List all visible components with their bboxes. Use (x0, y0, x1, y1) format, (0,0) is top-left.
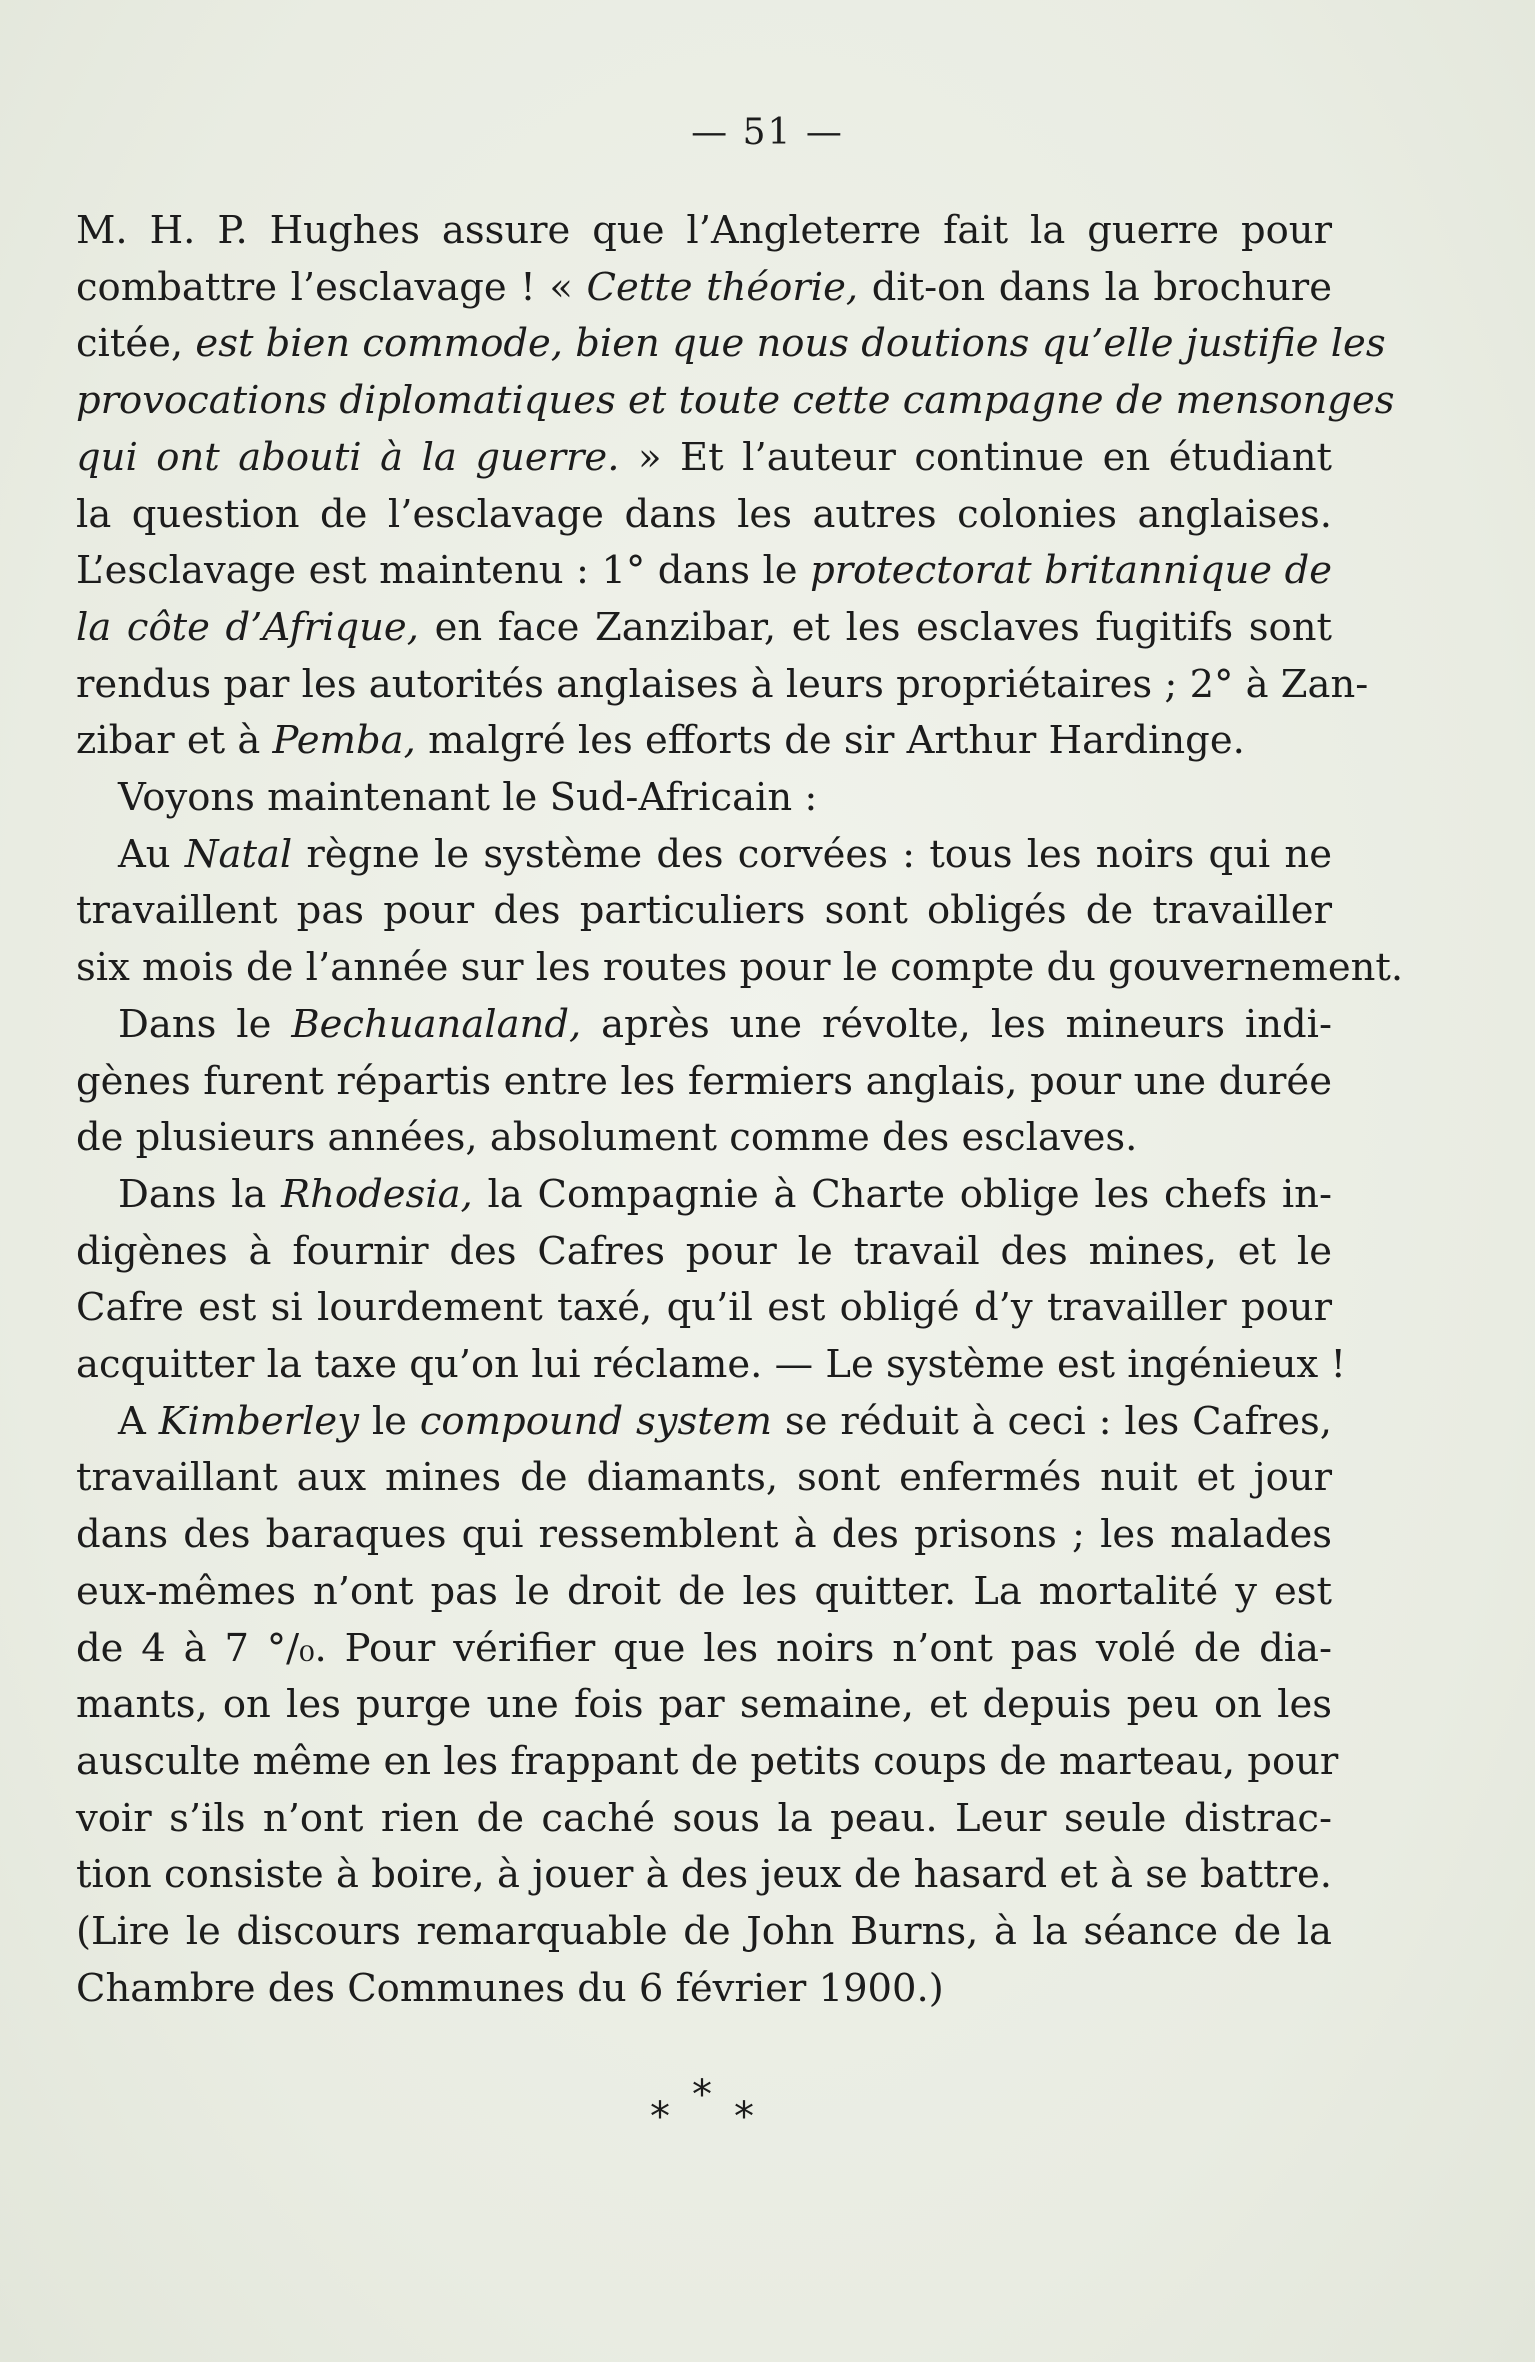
text-line (76, 770, 1332, 827)
text-line (76, 1054, 1332, 1111)
italic-text: Pemba, (272, 718, 416, 764)
text-run: digènes à fournir des Cafres pour le travail des mines, et le (76, 1228, 1332, 1274)
text-line (76, 1167, 1332, 1224)
text-line (76, 600, 1332, 657)
text-run: six mois de l’année sur les routes pour le compte du gouvernement. (76, 945, 1404, 991)
text-line (76, 487, 1332, 544)
italic-text: Natal (184, 831, 293, 877)
text-line (76, 316, 1386, 373)
italic-text: Cette théorie, (586, 264, 859, 310)
text-run: voir s’ils n’ont rien de caché sous la peau. Leur seule distrac- (76, 1795, 1332, 1841)
text-run: mants, on les purge une fois par semaine, et depuis peu on les (76, 1682, 1332, 1728)
text-line (76, 940, 1404, 997)
page-number: — 51 — (691, 112, 844, 153)
text-line (76, 657, 1369, 714)
asterism-star-top: * (692, 2072, 712, 2118)
text-run: citée, (76, 321, 196, 367)
text-run: ausculte même en les frappant de petits coups de marteau, pour (76, 1738, 1339, 1784)
text-run: » Et l’auteur continue en étudiant (619, 434, 1332, 480)
text-run: Chambre des Communes du 6 février 1900.) (76, 1965, 944, 2011)
text-line (76, 1337, 1346, 1394)
text-line (76, 883, 1332, 940)
text-run: Cafre est si lourdement taxé, qu’il est obligé d’y travailler pour (76, 1285, 1332, 1331)
text-run: Voyons maintenant le Sud-Africain : (118, 775, 818, 821)
text-run: se réduit à ceci : les Cafres, (772, 1398, 1332, 1444)
text-line (76, 1847, 1332, 1904)
text-run: malgré les efforts de sir Arthur Hardinge. (415, 718, 1245, 764)
text-run: tion consiste à boire, à jouer à des jeux de hasard et à se battre. (76, 1852, 1332, 1898)
text-run: (Lire le discours remarquable de John Burns, à la séance de la (76, 1909, 1332, 1955)
text-line (76, 827, 1332, 884)
text-run: la question de l’esclavage dans les autres colonies anglaises. (76, 491, 1332, 537)
text-line (76, 997, 1332, 1054)
text-run: le (358, 1398, 420, 1444)
text-run: la Compagnie à Charte oblige les chefs in- (472, 1171, 1332, 1217)
text-line (76, 1394, 1332, 1451)
text-run: L’esclavage est maintenu : 1° dans le (76, 548, 811, 594)
text-line (76, 203, 1332, 260)
text-line (76, 430, 1332, 487)
text-line (76, 1110, 1332, 1167)
text-run: de 4 à 7 °/₀. Pour vérifier que les noirs n’ont pas volé de dia- (76, 1625, 1332, 1671)
text-line (76, 1621, 1332, 1678)
text-line (76, 713, 1332, 770)
text-line (76, 1734, 1339, 1791)
text-run: après une révolte, les mineurs indi- (581, 1001, 1333, 1047)
text-run: acquitter la taxe qu’on lui réclame. — Le système est ingénieux ! (76, 1342, 1346, 1388)
text-run: combattre l’esclavage ! « (76, 264, 587, 310)
text-run: dit-on dans la brochure (858, 264, 1332, 310)
italic-text: Kimberley (158, 1398, 359, 1444)
text-run: A (118, 1398, 159, 1444)
text-line (76, 1280, 1332, 1337)
text-run: eux-mêmes n’ont pas le droit de les quitter. La mortalité y est (76, 1568, 1332, 1614)
text-line (76, 543, 1332, 600)
text-run: règne le système des corvées : tous les noirs qui ne (292, 831, 1332, 877)
text-line (76, 1450, 1332, 1507)
text-line (76, 1224, 1332, 1281)
text-run: en face Zanzibar, et les esclaves fugitifs sont (418, 604, 1332, 650)
text-line (76, 260, 1332, 317)
asterism-star-right: * (734, 2094, 754, 2140)
italic-text: qui ont abouti à la guerre. (76, 434, 620, 480)
body-text (76, 203, 1404, 2018)
text-line (76, 1961, 1332, 2018)
text-line (76, 1904, 1332, 1961)
italic-text: Bechuanaland, (291, 1001, 582, 1047)
text-line (76, 1564, 1332, 1621)
text-line (76, 1791, 1332, 1848)
asterism-star-left: * (650, 2094, 670, 2140)
italic-text: est bien commode, bien que nous doutions qu’elle justifie les (195, 321, 1386, 367)
text-line (76, 1507, 1332, 1564)
italic-text: provocations diplomatiques et toute cette campagne de mensonges (76, 378, 1395, 424)
asterism-separator (0, 2072, 1535, 2152)
text-line (76, 1677, 1332, 1734)
text-run: rendus par les autorités anglaises à leurs propriétaires ; 2° à Zan- (76, 661, 1369, 707)
italic-text: Rhodesia, (281, 1171, 473, 1217)
text-run: M. H. P. Hughes assure que l’Angleterre fait la guerre pour (76, 208, 1332, 253)
text-run: Au (118, 831, 185, 877)
italic-text: la côte d’Afrique, (76, 604, 419, 650)
text-run: travaillant aux mines de diamants, sont enfermés nuit et jour (76, 1455, 1332, 1501)
text-run: Dans le (118, 1001, 292, 1047)
italic-text: protectorat britannique de (810, 548, 1332, 594)
text-run: de plusieurs années, absolument comme des esclaves. (76, 1115, 1138, 1161)
text-run: zibar et à (76, 718, 273, 764)
text-run: Dans la (118, 1171, 282, 1217)
text-run: dans des baraques qui ressemblent à des prisons ; les malades (76, 1512, 1332, 1558)
italic-text: compound system (419, 1398, 773, 1444)
text-line (76, 373, 1395, 430)
text-run: gènes furent répartis entre les fermiers anglais, pour une durée (76, 1058, 1332, 1104)
text-run: travaillent pas pour des particuliers sont obligés de travailler (76, 888, 1332, 934)
